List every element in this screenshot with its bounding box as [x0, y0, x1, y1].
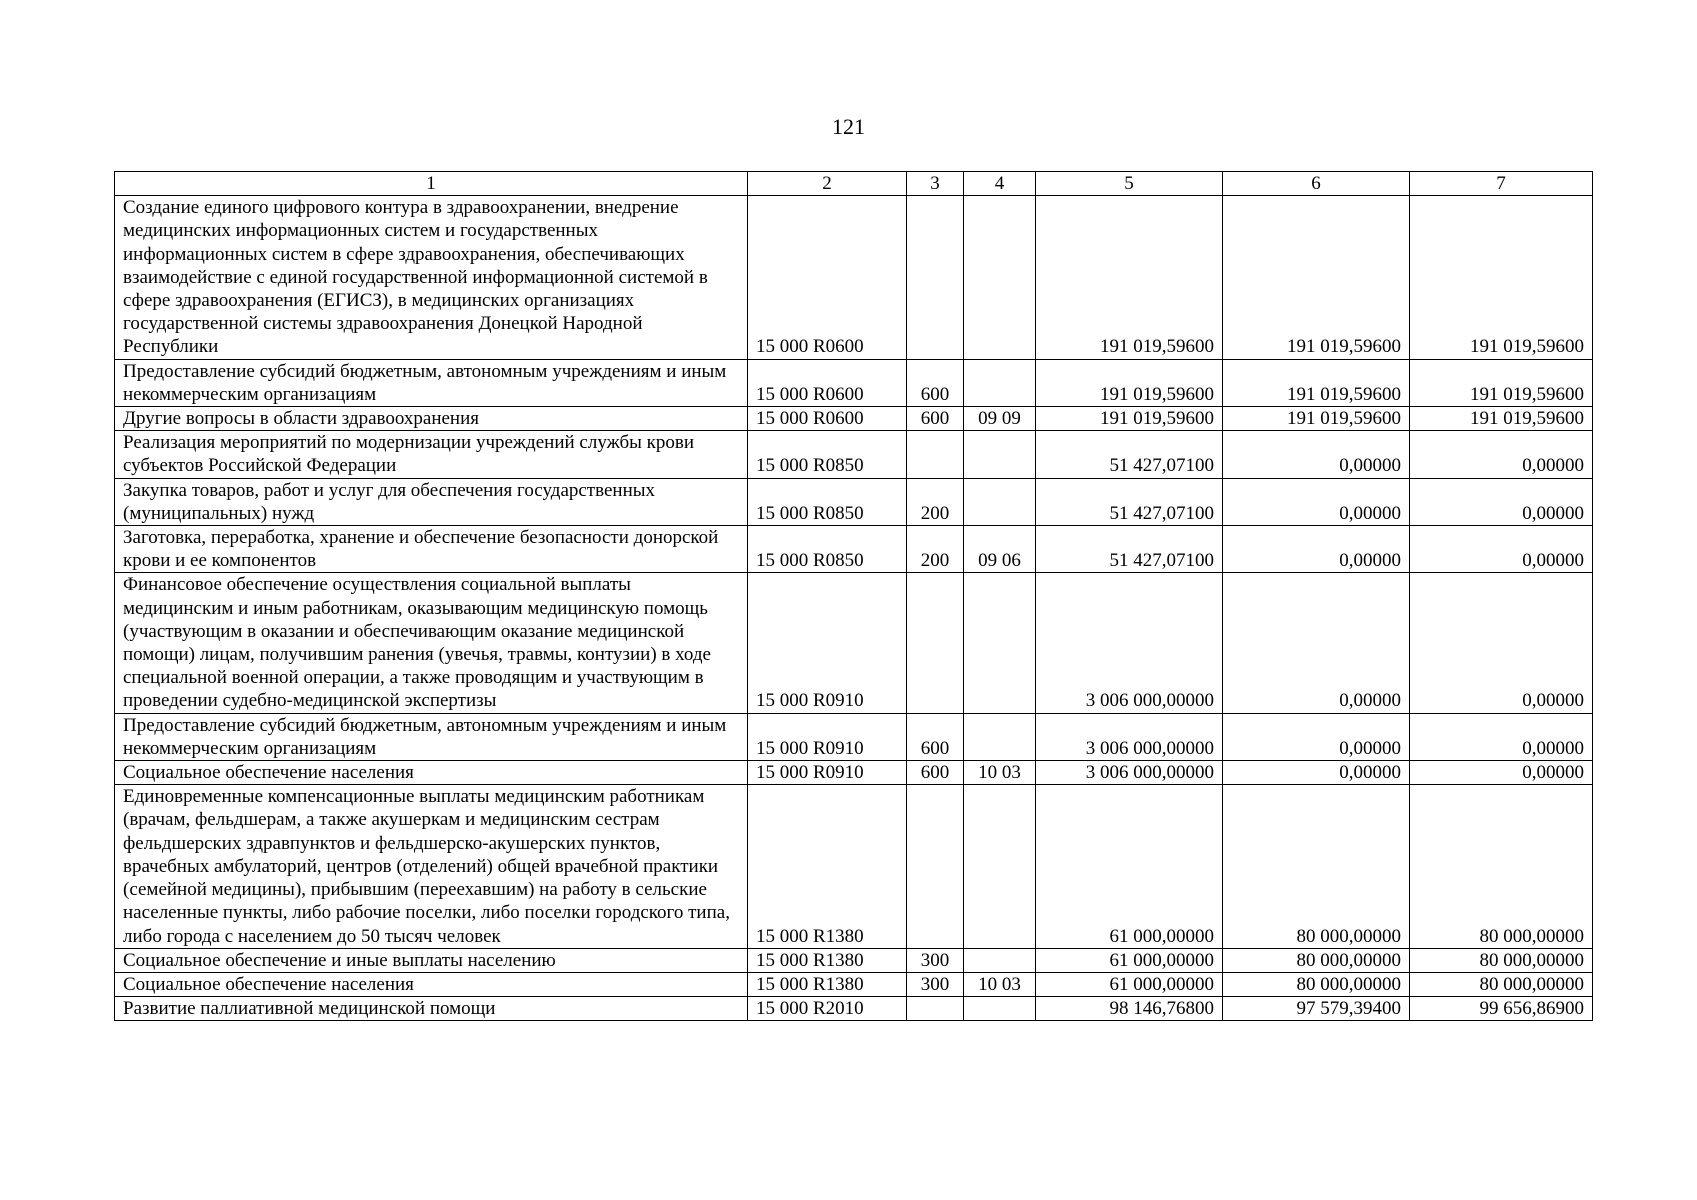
row-expense-type	[907, 997, 964, 1021]
row-expense-type	[907, 573, 964, 713]
row-value-7: 99 656,86900	[1410, 997, 1593, 1021]
row-section	[964, 997, 1036, 1021]
row-expense-type: 200	[907, 526, 964, 573]
row-expense-type: 200	[907, 478, 964, 525]
header-cell-3: 3	[907, 172, 964, 196]
row-value-7: 80 000,00000	[1410, 972, 1593, 996]
row-target-code: 15 000 R0850	[748, 431, 907, 478]
row-name: Реализация мероприятий по модернизации учреждений службы крови субъектов Российской Федерации	[115, 431, 748, 478]
table-row	[115, 761, 1593, 785]
row-section: 10 03	[964, 761, 1036, 785]
table-row	[115, 431, 1593, 478]
row-value-6: 0,00000	[1223, 713, 1410, 760]
row-target-code: 15 000 R0910	[748, 761, 907, 785]
row-value-7: 191 019,59600	[1410, 359, 1593, 406]
row-name: Финансовое обеспечение осуществления социальной выплаты медицинским и иным работникам, оказывающим медицинскую помощь (участвующим в оказании и обеспечивающим оказание медицинской помощи) лицам, получившим ранения (увечья, травмы, контузии) в ходе специальной военной операции, а также проводящим и участвующим в проведении судебно-медицинской экспертизы	[115, 573, 748, 713]
row-value-6: 80 000,00000	[1223, 948, 1410, 972]
table-row	[115, 359, 1593, 406]
header-cell-1: 1	[115, 172, 748, 196]
row-value-5: 51 427,07100	[1036, 478, 1223, 525]
row-name: Предоставление субсидий бюджетным, автономным учреждениям и иным некоммерческим организациям	[115, 359, 748, 406]
row-value-6: 191 019,59600	[1223, 359, 1410, 406]
header-cell-7: 7	[1410, 172, 1593, 196]
row-section	[964, 948, 1036, 972]
row-target-code: 15 000 R0910	[748, 573, 907, 713]
row-section: 10 03	[964, 972, 1036, 996]
row-value-5: 51 427,07100	[1036, 431, 1223, 478]
header-row	[115, 172, 1593, 196]
header-cell-5: 5	[1036, 172, 1223, 196]
table-row	[115, 196, 1593, 359]
row-expense-type: 300	[907, 948, 964, 972]
row-value-7: 80 000,00000	[1410, 785, 1593, 948]
row-section	[964, 196, 1036, 359]
row-value-5: 3 006 000,00000	[1036, 761, 1223, 785]
row-target-code: 15 000 R0600	[748, 407, 907, 431]
row-target-code: 15 000 R1380	[748, 948, 907, 972]
row-section: 09 09	[964, 407, 1036, 431]
row-value-6: 191 019,59600	[1223, 407, 1410, 431]
row-value-6: 0,00000	[1223, 761, 1410, 785]
table-row	[115, 785, 1593, 948]
row-value-7: 80 000,00000	[1410, 948, 1593, 972]
row-value-6: 97 579,39400	[1223, 997, 1410, 1021]
table-row	[115, 573, 1593, 713]
row-value-7: 0,00000	[1410, 573, 1593, 713]
row-target-code: 15 000 R0850	[748, 478, 907, 525]
header-cell-2: 2	[748, 172, 907, 196]
row-target-code: 15 000 R0600	[748, 359, 907, 406]
row-name: Закупка товаров, работ и услуг для обеспечения государственных (муниципальных) нужд	[115, 478, 748, 525]
table-row	[115, 478, 1593, 525]
row-section	[964, 478, 1036, 525]
budget-table	[114, 171, 1593, 1021]
page-number: 121	[832, 114, 865, 139]
table-row	[115, 997, 1593, 1021]
header-cell-6: 6	[1223, 172, 1410, 196]
table-row	[115, 526, 1593, 573]
row-value-6: 191 019,59600	[1223, 196, 1410, 359]
row-expense-type: 600	[907, 713, 964, 760]
row-value-5: 191 019,59600	[1036, 407, 1223, 431]
row-expense-type: 300	[907, 972, 964, 996]
row-section	[964, 431, 1036, 478]
header-cell-4: 4	[964, 172, 1036, 196]
row-value-7: 0,00000	[1410, 761, 1593, 785]
row-expense-type	[907, 785, 964, 948]
row-target-code: 15 000 R2010	[748, 997, 907, 1021]
row-name: Предоставление субсидий бюджетным, автономным учреждениям и иным некоммерческим организациям	[115, 713, 748, 760]
row-section	[964, 359, 1036, 406]
row-name: Заготовка, переработка, хранение и обеспечение безопасности донорской крови и ее компонентов	[115, 526, 748, 573]
row-value-7: 0,00000	[1410, 478, 1593, 525]
row-name: Другие вопросы в области здравоохранения	[115, 407, 748, 431]
row-value-7: 191 019,59600	[1410, 196, 1593, 359]
row-section	[964, 785, 1036, 948]
row-target-code: 15 000 R0600	[748, 196, 907, 359]
row-value-5: 61 000,00000	[1036, 785, 1223, 948]
row-value-5: 98 146,76800	[1036, 997, 1223, 1021]
row-section: 09 06	[964, 526, 1036, 573]
row-value-5: 61 000,00000	[1036, 948, 1223, 972]
row-value-6: 0,00000	[1223, 478, 1410, 525]
row-target-code: 15 000 R0910	[748, 713, 907, 760]
row-value-7: 191 019,59600	[1410, 407, 1593, 431]
row-expense-type: 600	[907, 359, 964, 406]
row-name: Единовременные компенсационные выплаты медицинским работникам (врачам, фельдшерам, а также акушеркам и медицинским сестрам фельдшерских здравпунктов и фельдшерско-акушерских пунктов, врачебных амбулаторий, центров (отделений) общей врачебной практики (семейной медицины), прибывшим (переехавшим) на работу в сельские населенные пункты, либо рабочие поселки, либо поселки городского типа, либо города с населением до 50 тысяч человек	[115, 785, 748, 948]
row-target-code: 15 000 R1380	[748, 785, 907, 948]
row-value-6: 0,00000	[1223, 431, 1410, 478]
row-target-code: 15 000 R1380	[748, 972, 907, 996]
row-name: Создание единого цифрового контура в здравоохранении, внедрение медицинских информационных систем и государственных информационных систем в сфере здравоохранения, обеспечивающих взаимодействие с единой государственной информационной системой в сфере здравоохранения (ЕГИСЗ), в медицинских организациях государственной системы здравоохранения Донецкой Народной Республики	[115, 196, 748, 359]
row-section	[964, 713, 1036, 760]
row-value-7: 0,00000	[1410, 713, 1593, 760]
row-value-6: 0,00000	[1223, 526, 1410, 573]
row-value-7: 0,00000	[1410, 431, 1593, 478]
row-value-6: 80 000,00000	[1223, 785, 1410, 948]
row-expense-type	[907, 431, 964, 478]
row-expense-type: 600	[907, 407, 964, 431]
table-row	[115, 407, 1593, 431]
row-name: Социальное обеспечение населения	[115, 972, 748, 996]
row-value-5: 3 006 000,00000	[1036, 713, 1223, 760]
row-value-5: 3 006 000,00000	[1036, 573, 1223, 713]
row-value-7: 0,00000	[1410, 526, 1593, 573]
row-value-5: 51 427,07100	[1036, 526, 1223, 573]
table-row	[115, 713, 1593, 760]
row-value-6: 0,00000	[1223, 573, 1410, 713]
row-name: Социальное обеспечение и иные выплаты населению	[115, 948, 748, 972]
row-value-6: 80 000,00000	[1223, 972, 1410, 996]
row-section	[964, 573, 1036, 713]
row-expense-type: 600	[907, 761, 964, 785]
row-value-5: 191 019,59600	[1036, 196, 1223, 359]
table-row	[115, 972, 1593, 996]
row-value-5: 61 000,00000	[1036, 972, 1223, 996]
row-value-5: 191 019,59600	[1036, 359, 1223, 406]
row-name: Социальное обеспечение населения	[115, 761, 748, 785]
table-row	[115, 948, 1593, 972]
row-name: Развитие паллиативной медицинской помощи	[115, 997, 748, 1021]
row-target-code: 15 000 R0850	[748, 526, 907, 573]
row-expense-type	[907, 196, 964, 359]
